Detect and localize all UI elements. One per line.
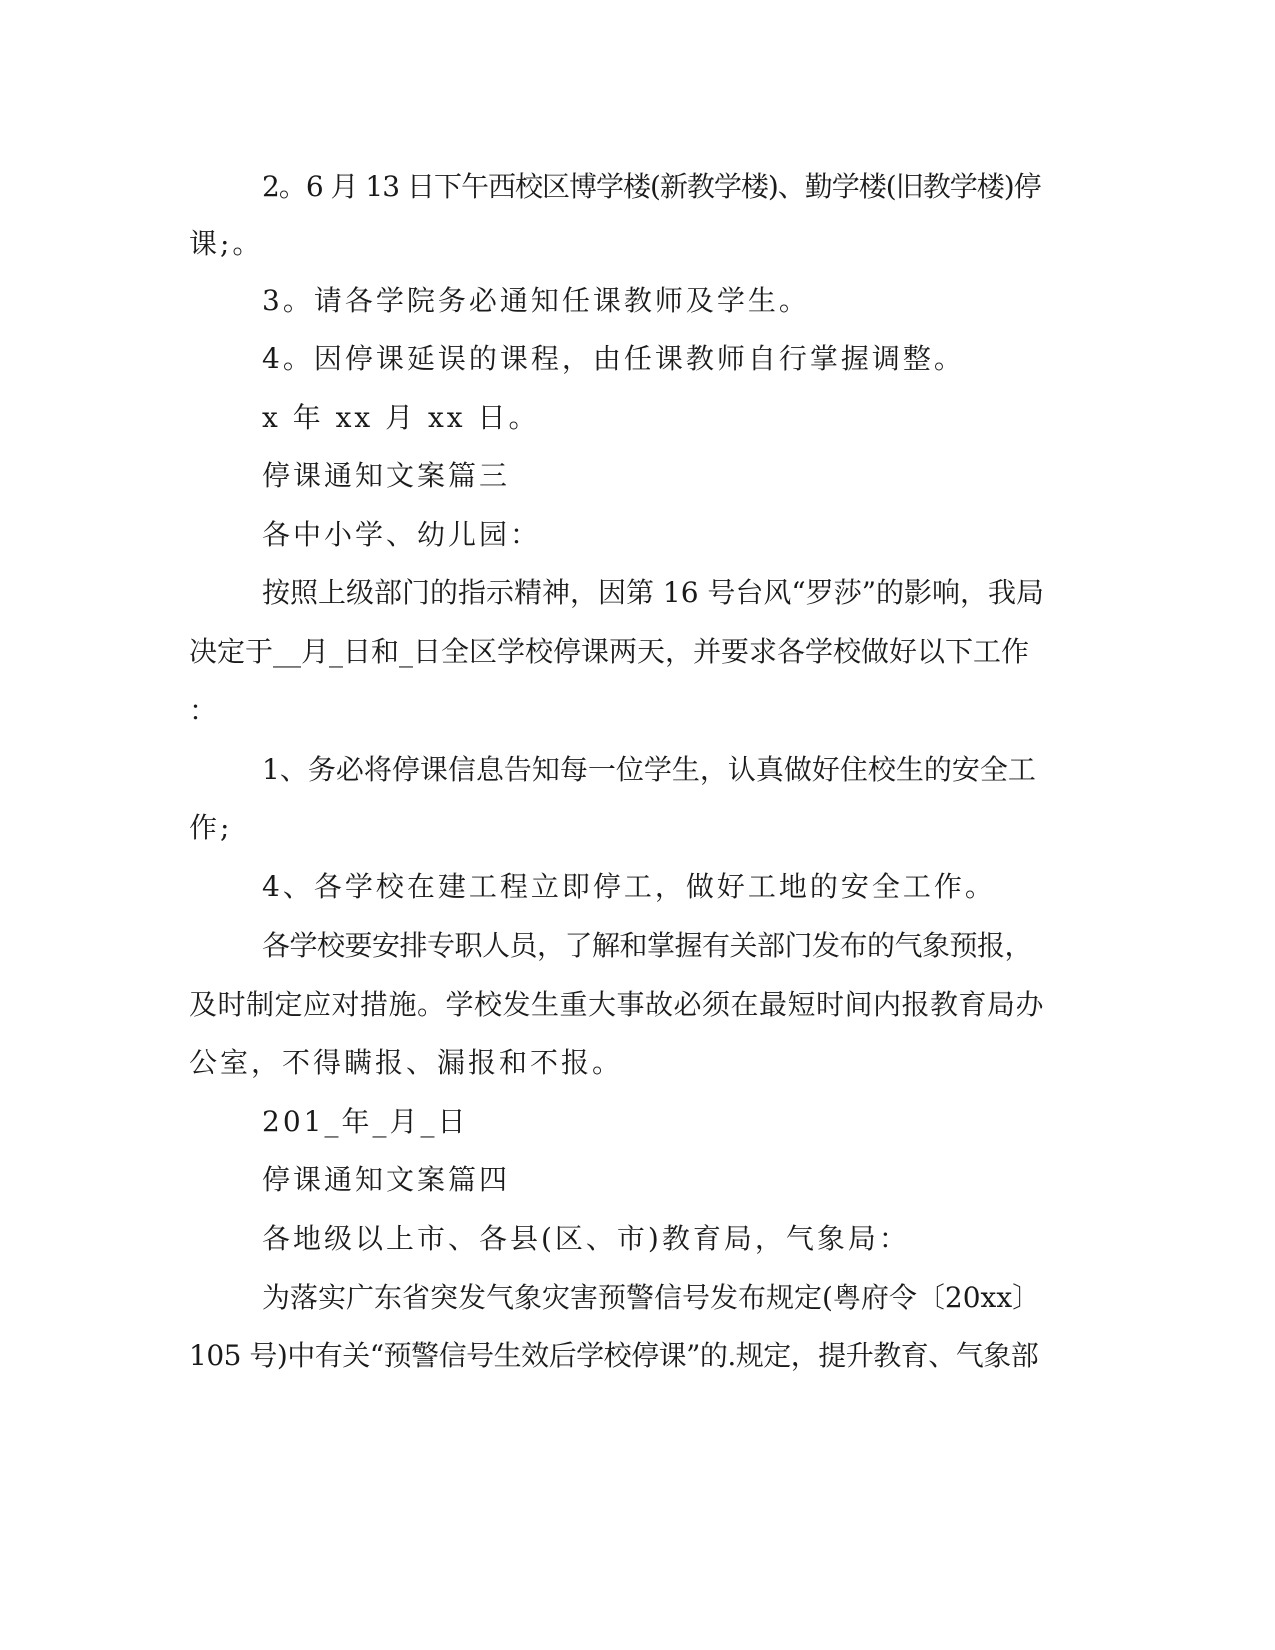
section-heading: 停课通知文案篇四 <box>262 1163 511 1196</box>
paragraph-line: 及时制定应对措施。学校发生重大事故必须在最短时间内报教育局办 <box>189 988 1045 1021</box>
salutation: 各地级以上市、各县(区、市)教育局，气象局： <box>262 1222 910 1255</box>
paragraph-line: 105 号)中有关“预警信号生效后学校停课”的.规定，提升教育、气象部 <box>189 1339 1039 1372</box>
paragraph-line: 课;。 <box>189 227 264 260</box>
paragraph-line: 2。6 月 13 日下午西校区博学楼(新教学楼)、勤学楼(旧教学楼)停 <box>262 170 1041 203</box>
date-line: x 年 xx 月 xx 日。 <box>262 401 540 434</box>
paragraph-line: 为落实广东省突发气象灾害预警信号发布规定(粤府令〔20xx〕 <box>262 1281 1041 1314</box>
paragraph-line: 按照上级部门的指示精神，因第 16 号台风“罗莎”的影响，我局 <box>262 576 1045 609</box>
paragraph-line: 决定于__月_日和_日全区学校停课两天，并要求各学校做好以下工作 <box>189 635 1030 668</box>
date-line: 201_年_月_日 <box>262 1105 469 1138</box>
paragraph-line: 3。请各学院务必通知任课教师及学生。 <box>262 284 810 317</box>
section-heading: 停课通知文案篇三 <box>262 459 511 492</box>
paragraph-line: 各学校要安排专职人员，了解和掌握有关部门发布的气象预报， <box>262 929 1033 962</box>
paragraph-line: 4。因停课延误的课程，由任课教师自行掌握调整。 <box>262 342 965 375</box>
paragraph-line: 4、各学校在建工程立即停工，做好工地的安全工作。 <box>262 870 996 903</box>
paragraph-line: 作; <box>189 811 233 844</box>
paragraph-line: 1、务必将停课信息告知每一位学生，认真做好住校生的安全工 <box>262 753 1036 786</box>
paragraph-line: ： <box>189 694 221 727</box>
paragraph-line: 公室，不得瞒报、漏报和不报。 <box>189 1046 624 1079</box>
salutation: 各中小学、幼儿园： <box>262 518 542 551</box>
